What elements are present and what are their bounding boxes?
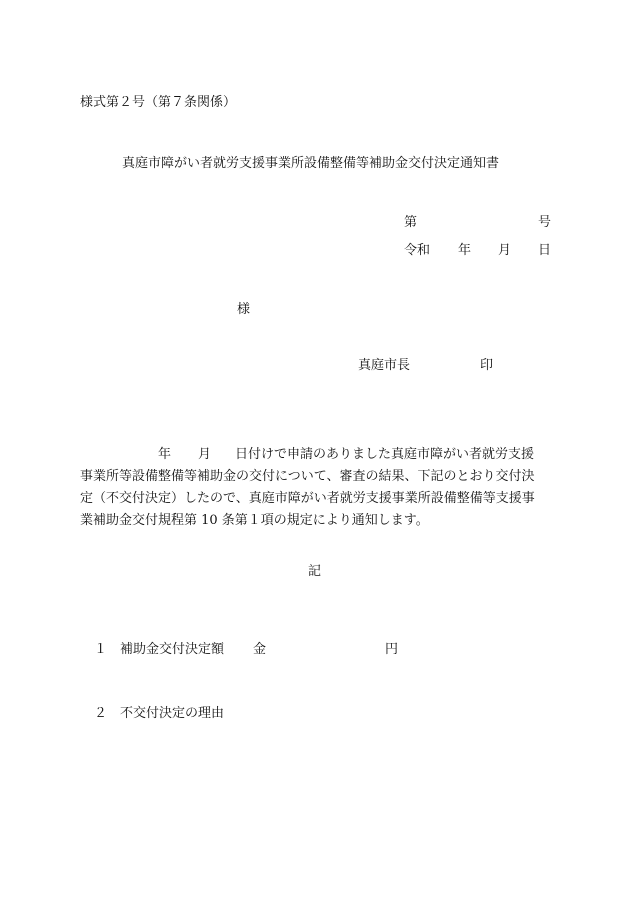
body-month: 月 (198, 447, 212, 462)
doc-number-prefix: 第 (404, 215, 418, 230)
document-title: 真庭市障がい者就労支援事業所設備整備等補助金交付決定通知書 (122, 156, 500, 171)
item-1-number: １ (94, 642, 108, 657)
item-2-number: ２ (94, 706, 108, 721)
body-paragraph (80, 444, 558, 532)
date-year: 年 (458, 243, 472, 258)
date-era: 令和 (404, 243, 431, 258)
item-1-label: 補助金交付決定額 (120, 642, 225, 657)
body-line-2: 事業所等設備整備等補助金の交付について、審査の結果、下記のとおり交付決 (80, 469, 535, 484)
body-line-4: 業補助金交付規程第 10 条第１項の規定により通知します。 (80, 513, 429, 528)
body-line-1 (80, 444, 558, 466)
doc-number-suffix: 号 (538, 215, 552, 230)
item-2-label: 不交付決定の理由 (120, 706, 225, 721)
date-day: 日 (538, 243, 552, 258)
issuer-seal: 印 (480, 358, 494, 373)
body-line-3: 定（不交付決定）したので、真庭市障がい者就労支援事業所設備整備等支援事 (80, 491, 535, 506)
recipient-honorific: 様 (237, 302, 251, 317)
date-month: 月 (498, 243, 512, 258)
issuer-name: 真庭市長 (358, 358, 411, 373)
body-line-1-text: 日付けで申請のありました真庭市障がい者就労支援 (235, 447, 535, 462)
item-1-unit: 円 (385, 642, 399, 657)
body-year: 年 (158, 447, 172, 462)
ki-heading: 記 (308, 564, 322, 579)
form-label: 様式第２号（第７条関係） (80, 95, 237, 110)
item-1-prefix: 金 (253, 642, 267, 657)
